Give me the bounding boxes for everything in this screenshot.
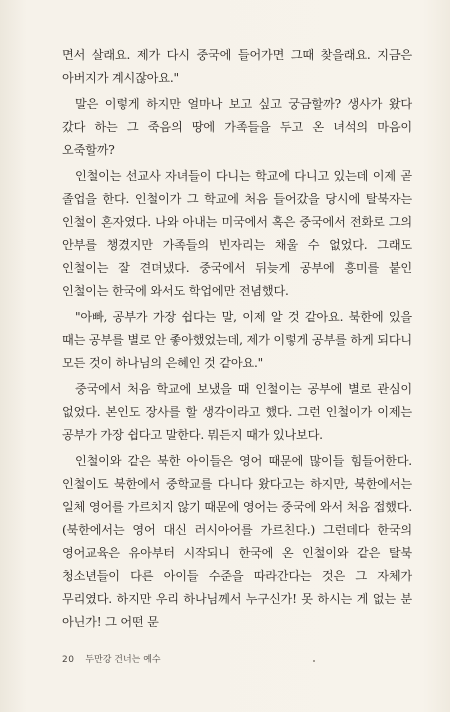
paragraph: 인철이와 같은 북한 아이들은 영어 때문에 많이들 힘들어한다. 인철이도 북한에서 중학교를 다니다 왔다고는 하지만, 북한에서는 일체 영어를 가르치지 않기 때문에 영어는 중국에 와서 처음 접했다. (북한에서는 영어 대신 러시아어를 가르친다.) 그런데다 한국의 영어교육은 유아부터 시작되니 한국에 온 인철이와 같은 탈북 청소년들이 다른 아이들 수준을 따라간다는 것은 그 자체가 무리였다. 하지만 우리 하나님께서 누구신가! 못 하시는 게 없는 분 아닌가! 그 어떤 문 xyxy=(62,454,412,629)
running-title: 두만강 건너는 예수 xyxy=(85,655,161,665)
paragraph: 면서 살래요. 제가 다시 중국에 들어가면 그때 찾을래요. 지금은 아버지가 계시잖아요." xyxy=(62,48,412,85)
paragraph: 말은 이렇게 하지만 얼마나 보고 싶고 궁금할까? 생사가 왔다 갔다 하는 그 죽음의 땅에 가족들을 두고 온 녀석의 마음이 오죽할까? xyxy=(62,97,412,157)
paragraph: 중국에서 처음 학교에 보냈을 때 인철이는 공부에 별로 관심이 없었다. 본인도 장사를 할 생각이라고 했다. 그런 인철이가 이제는 공부가 가장 쉽다고 말한다. 뭐든지 때가 있나보다. xyxy=(62,382,412,442)
body-text xyxy=(62,44,412,637)
paragraph: 인철이는 선교사 자녀들이 다니는 학교에 다니고 있는데 이제 곧 졸업을 한다. 인철이가 그 학교에 처음 들어갔을 당시에 탈북자는 인철이 혼자였다. 나와 아내는 미국에서 혹은 중국에서 전화로 그의 안부를 챙겼지만 가족들의 빈자리는 채울 수 없었다. 그래도 인철이는 잘 견뎌냈다. 중국에서 뒤늦게 공부에 흥미를 붙인 인철이는 한국에 와서도 학업에만 전념했다. xyxy=(62,169,412,298)
paper-speck xyxy=(313,660,315,662)
page-number: 20 xyxy=(62,655,75,665)
page-footer xyxy=(62,652,161,665)
paragraph: "아빠, 공부가 가장 쉽다는 말, 이제 알 것 같아요. 북한에 있을 때는 공부를 별로 안 좋아했었는데, 제가 이렇게 공부를 하게 되다니 모든 것이 하나님의 은혜인 것 같아요." xyxy=(62,310,412,370)
